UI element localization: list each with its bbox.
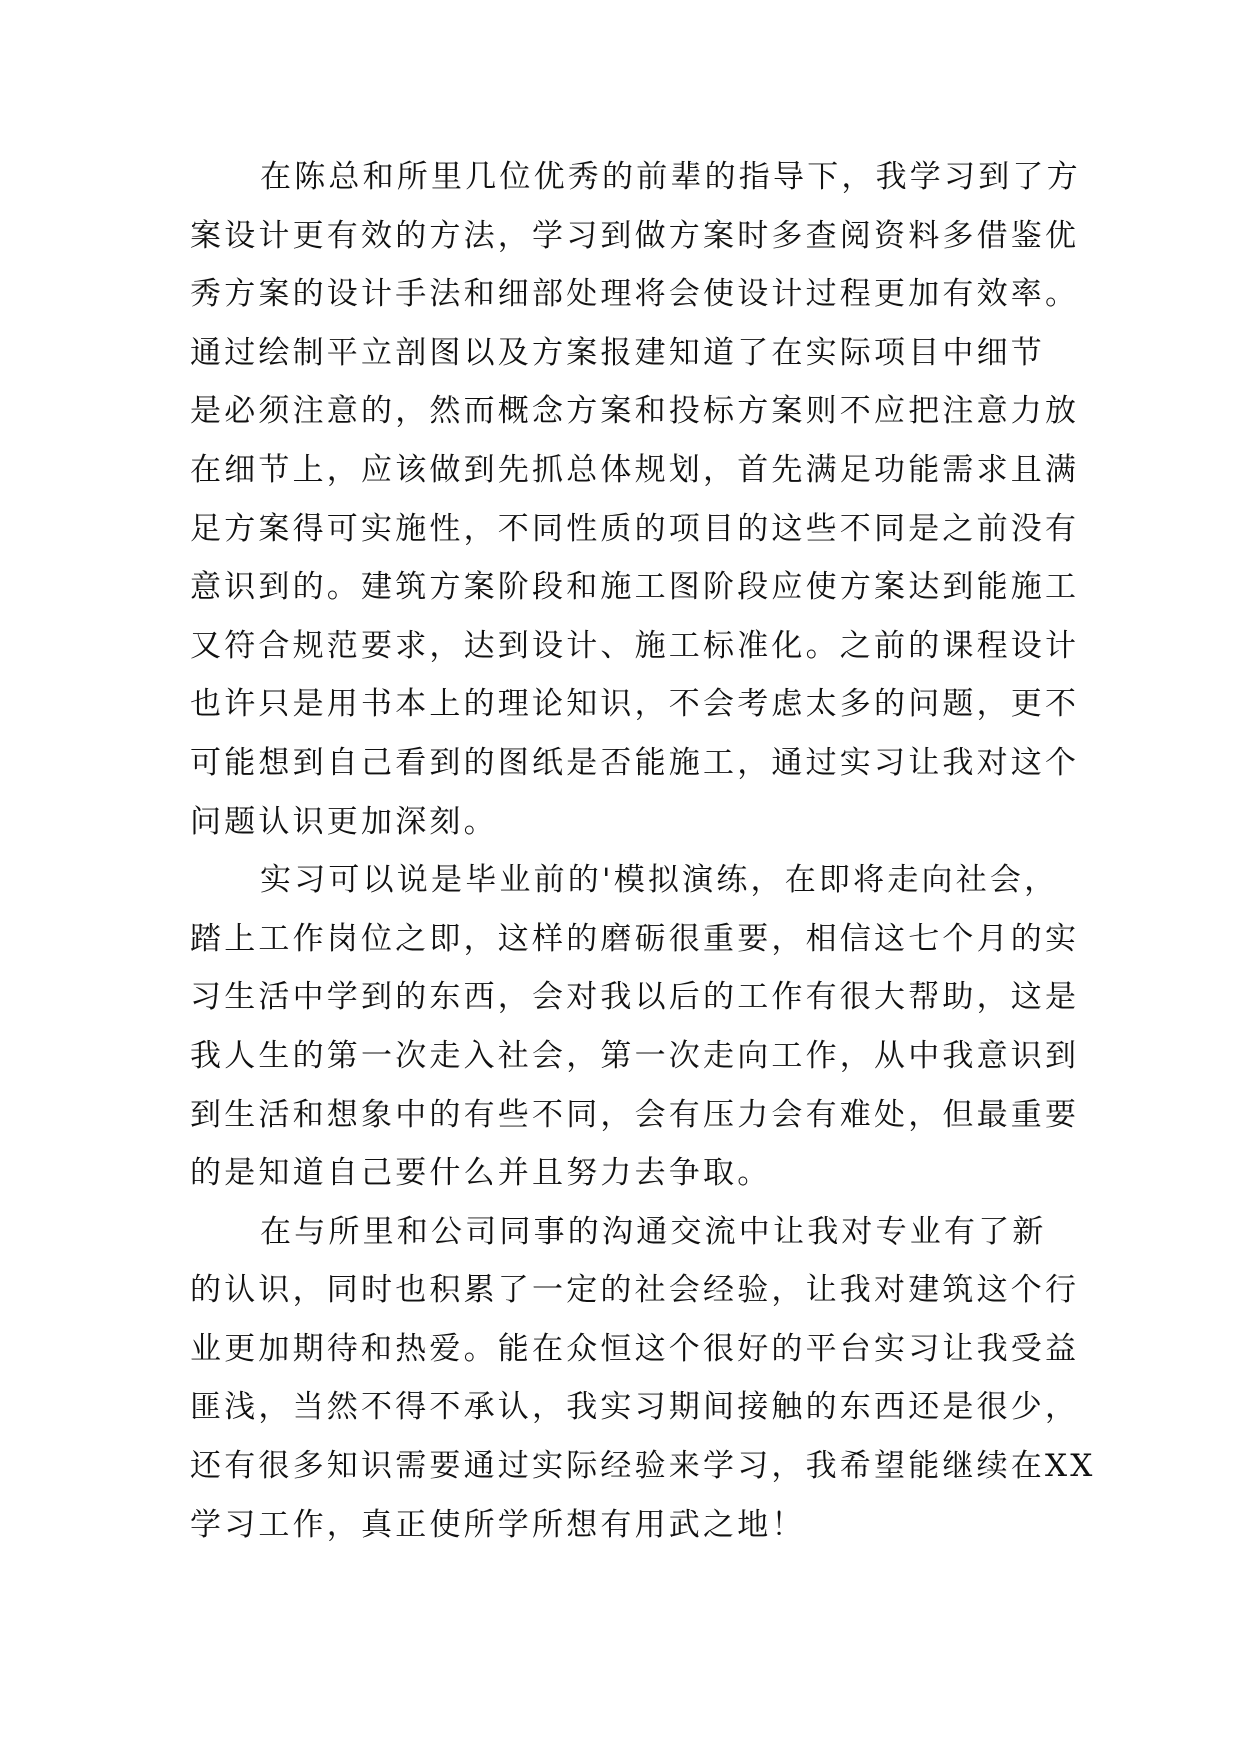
- paragraph-line: 习生活中学到的东西，会对我以后的工作有很大帮助，这是: [190, 979, 1080, 1016]
- paragraph-line: 匪浅，当然不得不承认，我实习期间接触的东西还是很少，: [190, 1389, 1080, 1426]
- paragraph-line: 学习工作，真正使所学所想有用武之地！: [190, 1506, 806, 1543]
- paragraph-2: [190, 851, 1080, 1203]
- paragraph-line: 在细节上，应该做到先抓总体规划，首先满足功能需求且满: [190, 451, 1080, 488]
- paragraph-line: 通过绘制平立剖图以及方案报建知道了在实际项目中细节: [190, 334, 1045, 371]
- paragraph-line: 案设计更有效的方法，学习到做方案时多查阅资料多借鉴优: [190, 217, 1080, 254]
- paragraph-line: 还有很多知识需要通过实际经验来学习，我希望能继续在XX: [190, 1448, 1096, 1485]
- paragraph-line: 也许只是用书本上的理论知识，不会考虑太多的问题，更不: [190, 686, 1080, 723]
- paragraph-line: 在与所里和公司同事的沟通交流中让我对专业有了新: [260, 1213, 1047, 1250]
- paragraph-line: 又符合规范要求，达到设计、施工标准化。之前的课程设计: [190, 627, 1080, 664]
- paragraph-line: 我人生的第一次走入社会，第一次走向工作，从中我意识到: [190, 1037, 1080, 1074]
- paragraph-line: 在陈总和所里几位优秀的前辈的指导下，我学习到了方: [260, 159, 1081, 195]
- document-body: [190, 148, 1096, 1554]
- paragraph-3: [190, 1203, 1096, 1555]
- paragraph-line: 踏上工作岗位之即，这样的磨砺很重要，相信这七个月的实: [190, 920, 1080, 957]
- paragraph-line: 可能想到自己看到的图纸是否能施工，通过实习让我对这个: [190, 744, 1080, 781]
- paragraph-line: 业更加期待和热爱。能在众恒这个很好的平台实习让我受益: [190, 1330, 1080, 1367]
- paragraph-1: [190, 148, 1081, 851]
- paragraph-line: 的认识，同时也积累了一定的社会经验，让我对建筑这个行: [190, 1272, 1080, 1309]
- paragraph-line: 问题认识更加深刻。: [190, 803, 498, 840]
- paragraph-line: 到生活和想象中的有些不同，会有压力会有难处，但最重要: [190, 1096, 1080, 1133]
- paragraph-line: 意识到的。建筑方案阶段和施工图阶段应使方案达到能施工: [190, 569, 1080, 606]
- paragraph-line: 秀方案的设计手法和细部处理将会使设计过程更加有效率。: [190, 276, 1080, 313]
- paragraph-line: 是必须注意的，然而概念方案和投标方案则不应把注意力放: [190, 393, 1080, 430]
- paragraph-line: 足方案得可实施性，不同性质的项目的这些不同是之前没有: [190, 510, 1080, 547]
- paragraph-line: 的是知道自己要什么并且努力去争取。: [190, 1155, 772, 1192]
- paragraph-line: 实习可以说是毕业前的'模拟演练，在即将走向社会，: [260, 862, 1059, 899]
